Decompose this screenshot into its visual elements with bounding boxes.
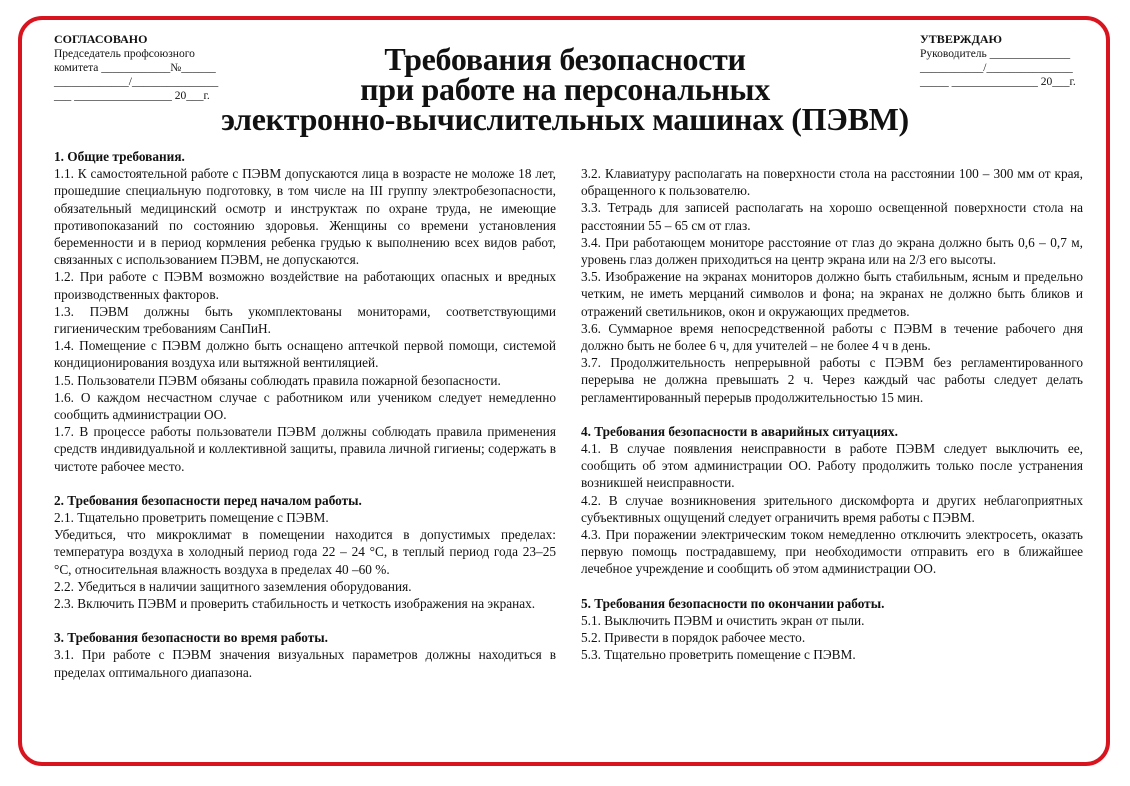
section-gap xyxy=(581,578,1083,595)
paragraph-3-5: 3.5. Изображение на экранах мониторов должно быть стабильным, ясным и предельно четким, не иметь мерцаний символов и фона; на экранах не должно быть бликов и отражений светильников, окон и окружающих предметов. xyxy=(581,269,1083,319)
paragraph-1-5: 1.5. Пользователи ПЭВМ обязаны соблюдать правила пожарной безопасности. xyxy=(54,372,501,388)
paragraph-5-3: 5.3. Тщательно проветрить помещение с ПЭВМ. xyxy=(581,647,856,663)
title-line-3: электронно-вычислительных машинах (ПЭВМ) xyxy=(221,101,909,137)
paragraph-4-1: 4.1. В случае появления неисправности в работе ПЭВМ следует выключить ее, сообщить об этом администрации ОО. Работу продолжить только после устранения возникшей неисправности. xyxy=(581,441,1083,491)
paragraph-1-4: 1.4. Помещение с ПЭВМ должно быть оснащено аптечкой первой помощи, системой кондиционирования воздуха или вытяжной вентиляцией. xyxy=(54,338,556,371)
paragraph-3-2: 3.2. Клавиатуру располагать на поверхности стола на расстоянии 100 – 300 мм от края, обращенного к пользователю. xyxy=(581,166,1083,199)
paragraph-1-3: 1.3. ПЭВМ должны быть укомплектованы мониторами, соответствующими гигиеническим требованиям СанПиН. xyxy=(54,303,556,337)
title-line-2: при работе на персональных xyxy=(360,71,770,107)
paragraph-3-6: 3.6. Суммарное время непосредственной работы с ПЭВМ в течение рабочего дня должно быть не более 6 ч, для учителей – не более 4 ч в день. xyxy=(581,320,1083,354)
approval-heading-agreed: СОГЛАСОВАНО xyxy=(54,32,148,46)
approval-line: комитета ____________№______ xyxy=(54,62,216,74)
paragraph-3-3: 3.3. Тетрадь для записей располагать на хорошо освещенной поверхности стола на расстоянии 55 – 65 см от глаз. xyxy=(581,200,1083,233)
paragraph-2-1-climate: Убедиться, что микроклимат в помещении находится в допустимых пределах: температура воздуха в холодный период года 22 – 24 °С, в теплый период года 23–25 °С, относительная влажность воздуха в пределах 40 –60 %. xyxy=(54,527,556,577)
approval-line: Председатель профсоюзного xyxy=(54,48,195,60)
paragraph-3-1: 3.1. При работе с ПЭВМ значения визуальных параметров должны находиться в пределах оптимального диапазона. xyxy=(54,647,556,680)
paragraph-5-2: 5.2. Привести в порядок рабочее место. xyxy=(581,630,806,646)
paragraph-2-2: 2.2. Убедиться в наличии защитного заземления оборудования. xyxy=(54,578,412,594)
paragraph-1-6: 1.6. О каждом несчастном случае с работником или учеником следует немедленно сообщить администрации ОО. xyxy=(54,389,556,423)
approval-line: _____ _______________ 20___г. xyxy=(920,76,1076,88)
section-gap xyxy=(581,406,1083,423)
left-column xyxy=(54,148,556,681)
paragraph-4-2: 4.2. В случае возникновения зрительного дискомфорта и других неблагоприятных субъективных ощущений следует ограничить время работы с ПЭВМ. xyxy=(581,492,1083,525)
section-title-emergency: 4. Требования безопасности в аварийных ситуациях. xyxy=(581,423,898,439)
section-title-after-work: 5. Требования безопасности по окончании работы. xyxy=(581,595,885,611)
paragraph-1-7: 1.7. В процессе работы пользователи ПЭВМ должны соблюдать правила применения средств индивидуальной и коллективной защиты, правила личной гигиены; содержать в чистоте рабочее место. xyxy=(54,424,556,474)
approval-line: ___________/_______________ xyxy=(920,62,1073,74)
paragraph-5-1: 5.1. Выключить ПЭВМ и очистить экран от пыли. xyxy=(581,612,865,628)
paragraph-2-3: 2.3. Включить ПЭВМ и проверить стабильность и четкость изображения на экранах. xyxy=(54,596,536,612)
paragraph-3-4: 3.4. При работающем мониторе расстояние от глаз до экрана должно быть 0,6 – 0,7 м, уровень глаз должен приходиться на центр экрана или на 2/3 его высоты. xyxy=(581,234,1083,268)
approval-line: Руководитель ______________ xyxy=(920,48,1071,60)
page-title xyxy=(150,41,980,137)
section-title-before-work: 2. Требования безопасности перед началом работы. xyxy=(54,492,362,508)
paragraph-2-1: 2.1. Тщательно проветрить помещение с ПЭВМ. xyxy=(54,510,329,526)
paragraph-4-3: 4.3. При поражении электрическим током немедленно отключить электросеть, оказать первую помощь пострадавшему, при необходимости отправить его в ближайшее лечебное учреждение и сообщить об этом администрации ОО. xyxy=(581,527,1083,577)
paragraph-1-2: 1.2. При работе с ПЭВМ возможно воздействие на работающих опасных и вредных производственных факторов. xyxy=(54,269,556,302)
approval-line: _____________/_______________ xyxy=(54,76,219,88)
paragraph-3-7: 3.7. Продолжительность непрерывной работы с ПЭВМ без регламентированного перерыва не должна превышать 2 ч. Через каждый час работы следует делать регламентированный перерыв продолжительностью 15 мин. xyxy=(581,355,1083,405)
section-gap xyxy=(54,475,556,492)
approval-heading-approve: УТВЕРЖДАЮ xyxy=(920,32,1003,46)
approval-line: ___ _________________ 20___г. xyxy=(54,90,210,102)
section-title-during-work: 3. Требования безопасности во время работы. xyxy=(54,630,328,646)
section-gap xyxy=(54,612,556,629)
section-title-general: 1. Общие требования. xyxy=(54,149,185,164)
right-column xyxy=(581,165,1083,663)
paragraph-1-1: 1.1. К самостоятельной работе с ПЭВМ допускаются лица в возрасте не моложе 18 лет, прошедшие специальную подготовку, в том числе на III группу электробезопасности, обязательный медицинский осмотр и инструктаж по охране труда, не имеющие противопоказаний по состоянию здоровья. Женщины со времени установления беременности и в период кормления ребенка грудью к выполнению всех видов работ, связанных с использованием ПЭВМ, не допускаются. xyxy=(54,166,556,268)
title-line-1: Требования безопасности xyxy=(384,41,746,77)
